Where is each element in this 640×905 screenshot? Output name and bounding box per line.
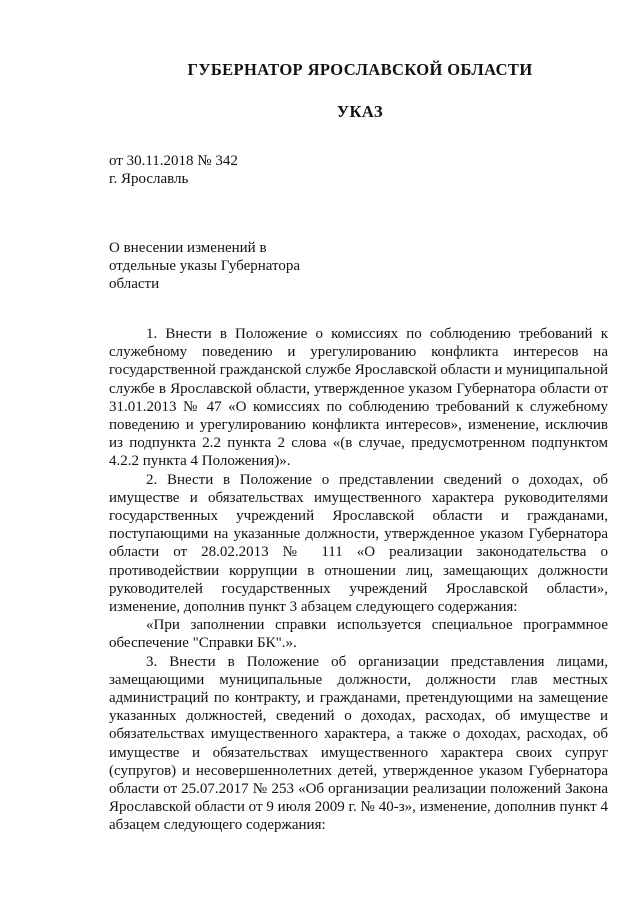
paragraph-2: 2. Внести в Положение о представлении сведений о доходах, об имуществе и обязательствах имущественного характера руководителями государственных учреждений Ярославской области и гражданами, поступающими на указанные должности, утвержденное указом Губернатора области от 28.02.2013 № 111 «О реализации законодательства о противодействии коррупции в отношении лиц, замещающих должности руководителей государственных учреждений Ярославской области», изменение, дополнив пункт 3 абзацем следующего содержания:	[109, 471, 608, 616]
document-meta	[109, 152, 238, 188]
document-body	[109, 325, 608, 835]
paragraph-4: 3. Внести в Положение об организации представления лицами, замещающими муниципальные должности, должности глав местных администраций по контракту, и гражданами, претендующими на замещение указанных должностей, сведений о доходах, расходах, об имуществе и обязательствах имущественного характера, а также о доходах, расходах, об имуществе и обязательствах имущественного характера своих супруг (супругов) и несовершеннолетних детей, утвержденное указом Губернатора области от 25.07.2017 № 253 «Об организации реализации положений Закона Ярославской области от 9 июля 2009 г. № 40-з», изменение, дополнив пункт 4 абзацем следующего содержания:	[109, 653, 608, 834]
subject-line-2: отдельные указы Губернатора	[109, 258, 301, 274]
document-subject	[109, 239, 300, 293]
paragraph-3: «При заполнении справки используется специальное программное обеспечение "Справки БК".».	[109, 617, 608, 652]
authority-title: ГУБЕРНАТОР ЯРОСЛАВСКОЙ ОБЛАСТИ	[187, 60, 533, 79]
paragraph-1: 1. Внести в Положение о комиссиях по соблюдению требований к служебному поведению и урегулированию конфликта интересов на государственной гражданской службе Ярославской области и муниципальной службе в Ярославской области, утвержденное указом Губернатора области от 31.01.2013 № 47 «О комиссиях по соблюдению требований к служебному поведению и урегулированию конфликта интересов», изменение, исключив из подпункта 2.2 пункта 2 слова «(в случае, предусмотренном подпунктом 4.2.2 пункта 4 Положения)».	[109, 326, 608, 470]
document-type: УКАЗ	[336, 102, 384, 121]
date-number: от 30.11.2018 № 342	[109, 153, 238, 169]
subject-line-1: О внесении изменений в	[109, 240, 267, 256]
city: г. Ярославль	[109, 171, 189, 187]
subject-line-3: области	[109, 276, 160, 292]
